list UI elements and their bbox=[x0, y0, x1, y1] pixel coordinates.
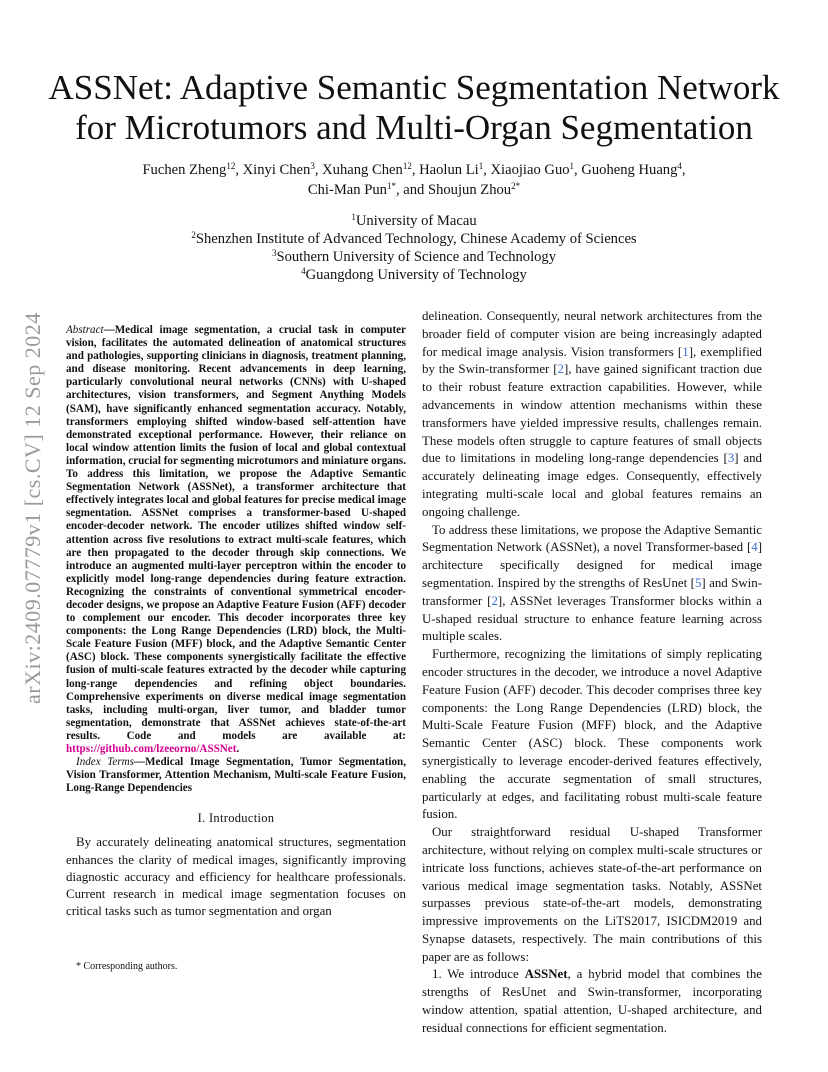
citation-link[interactable]: 1 bbox=[682, 344, 689, 359]
paragraph-2 bbox=[422, 522, 762, 647]
intro-paragraph: By accurately delineating anatomical structures, segmentation enhances the clarity of medical images, significantly improving diagnostic accuracy and efficiency for healthcare professionals. Current research in medical image segmentation focuses on critical tasks such as tumor segmentation and organ bbox=[66, 835, 406, 919]
affiliation-mark: 3 bbox=[271, 248, 277, 258]
text-run: ] architecture specifically designed for medical image segmentation. Inspired by the strengths of ResUnet [ bbox=[422, 540, 762, 590]
citation-link[interactable]: 5 bbox=[694, 575, 702, 590]
index-terms-body: —Medical Image Segmentation, Tumor Segmentation, Vision Transformer, Attention Mechanism, Multi-scale Feature Fusion, Long-Range Dependencies bbox=[66, 756, 406, 795]
model-name: ASSNet bbox=[524, 967, 568, 982]
text-run: ] and accurately delineating image edges. Consequently, effectively integrating multi-scale local and global features remains an ongoing challenge. bbox=[422, 451, 762, 519]
abstract bbox=[66, 324, 406, 756]
text-run: ], ASSNet leverages Transformer blocks within a U-shaped residual structure to enhance feature learning across multiple scales. bbox=[422, 593, 762, 644]
arxiv-identifier-stamp[interactable]: arXiv:2409.07779v1 [cs.CV] 12 Sep 2024 bbox=[20, 312, 45, 704]
paragraph-1 bbox=[422, 308, 762, 522]
author-line-1: Fuchen Zheng$^{12}$, Xinyi Chen$^3$, Xuhang Chen$^{12}$, Haolun Li$^1$, Xiaojiao Guo$^1$, Guoheng Huang$^4$, bbox=[142, 161, 686, 178]
affiliation-text: Southern University of Science and Technology bbox=[276, 249, 557, 265]
text-run: 1. We introduce bbox=[432, 967, 525, 982]
left-column bbox=[66, 324, 406, 920]
author-list bbox=[90, 160, 738, 200]
citation-link[interactable]: 4 bbox=[751, 540, 758, 555]
affiliation-list bbox=[90, 212, 738, 284]
citation-link[interactable]: 2 bbox=[557, 362, 564, 377]
affiliation-3 bbox=[90, 248, 738, 266]
footnote: * Corresponding authors. bbox=[76, 961, 178, 972]
affiliation-2 bbox=[90, 230, 738, 248]
affiliation-4 bbox=[90, 266, 738, 284]
text-run: delineation. Consequently, neural network architectures from the broader field of computer vision are being increasingly adapted for medical image analysis. Vision transformers [ bbox=[422, 309, 762, 359]
text-run: ], exemplified by the Swin-transformer [ bbox=[422, 344, 762, 377]
affiliation-text: Guangdong University of Technology bbox=[305, 267, 527, 283]
abstract-label: Abstract bbox=[66, 324, 104, 336]
affiliation-mark: 2 bbox=[191, 230, 196, 240]
affiliation-mark: 4 bbox=[301, 266, 306, 276]
contribution-1 bbox=[422, 966, 762, 1037]
text-run: , a hybrid model that combines the strengths of ResUnet and Swin-transformer, incorporating window attention, spatial attention, U-shaped architecture, and residual connections for efficient segmentation. bbox=[422, 967, 763, 1035]
affiliation-text: Shenzhen Institute of Advanced Technology, Chinese Academy of Sciences bbox=[195, 231, 637, 247]
section-heading-introduction: I. Introduction bbox=[197, 811, 275, 826]
abstract-body: —Medical image segmentation, a crucial task in computer vision, facilitates the automated delineation of anatomical structures and pathologies, supporting clinicians in diagnosis, treatment planning, and disease monitoring. Recent advancements in deep learning, particularly convolutional neural networks (CNNs) with U-shaped architectures, vision transformers, and Segment Anything Models (SAM), have significantly enhanced segmentation accuracy. Notably, transformers employing shifted window-based self-attention have demonstrated exceptional performance. However, their reliance on local window attention limits the fusion of local and global contextual information, crucial for segmenting microtumors and miniature organs. To address this limitation, we propose the Adaptive Semantic Segmentation Network (ASSNet), a transformer architecture that effectively integrates local and global features for precise medical image segmentation. ASSNet comprises a transformer-based U-shaped encoder-decoder network. The encoder utilizes shifted window self-attention across five resolutions to extract multi-scale features, which are then propagated to the decoder through skip connections. We introduce an augmented multi-layer perceptron within the encoder to explicitly model long-range dependencies during feature extraction. Recognizing the constraints of conventional symmetrical encoder-decoder designs, we propose an Adaptive Feature Fusion (AFF) decoder to complement our encoder. This decoder incorporates three key components: the Long Range Dependencies (LRD) block, the Multi-Scale Feature Fusion (MFF) block, and the Adaptive Semantic Center (ASC) block. These components synergistically facilitate the effective fusion of multi-scale features extracted by the decoder while capturing long-range dependencies and refining object boundaries. Comprehensive experiments on diverse medical image segmentation tasks, including multi-organ, liver tumor, and bladder tumor segmentation, demonstrate that ASSNet achieves state-of-the-art results. Code and models are available at: bbox=[66, 324, 406, 742]
index-terms-label: Index Terms bbox=[76, 756, 134, 769]
affiliation-mark: 1 bbox=[351, 212, 356, 222]
text-run: To address these limitations, we propose the Adaptive Semantic Segmentation Network (ASSNet), a novel Transformer-based [ bbox=[422, 522, 762, 555]
affiliation-text: University of Macau bbox=[355, 213, 477, 229]
citation-link[interactable]: 2 bbox=[491, 593, 498, 608]
right-column bbox=[422, 308, 762, 1038]
text-run: ], have gained significant traction due to their robust feature extraction capabilities. However, while advancements in window attention mechanisms within these transformers have yielded impressive results, challenges remain. These models often struggle to capture features of small objects due to limitations in modeling long-range dependencies [ bbox=[422, 362, 762, 466]
citation-link[interactable]: 3 bbox=[727, 451, 735, 466]
text-run: ] and Swin-transformer [ bbox=[422, 575, 762, 608]
index-terms bbox=[66, 756, 406, 795]
abstract-end: . bbox=[236, 743, 240, 755]
paragraph-3: Furthermore, recognizing the limitations of simply replicating encoder structures in the decoder, we introduce a novel Adaptive Feature Fusion (AFF) decoder. This decoder comprises three key components: the Long Range Dependencies (LRD) block, the Multi-Scale Feature Fusion (MFF) block, and the Adaptive Semantic Center (ASC) block. These components work synergistically to leverage encoder-derived features effectively, enabling the accurate segmentation of small structures, particularly at edges, and facilitating robust multi-scale feature fusion. bbox=[422, 647, 762, 822]
code-link[interactable]: https://github.com/lzeeorno/ASSNet bbox=[66, 743, 237, 755]
paper-title: ASSNet: Adaptive Semantic Segmentation Network for Microtumors and Multi-Organ Segmentation bbox=[48, 68, 780, 147]
affiliation-1 bbox=[90, 212, 738, 230]
author-line-2: Chi-Man Pun$^{1*}$, and Shoujun Zhou$^{2*}$ bbox=[307, 181, 521, 198]
paragraph-4: Our straightforward residual U-shaped Transformer architecture, without relying on complex multi-scale structures or intricate loss functions, achieves state-of-the-art performance on various medical image segmentation tasks. Notably, ASSNet surpasses previous state-of-the-art models, demonstrating impressive improvements on the LiTS2017, ISICDM2019 and Synapse datasets, respectively. The main contributions of this paper are as follows: bbox=[422, 825, 762, 964]
